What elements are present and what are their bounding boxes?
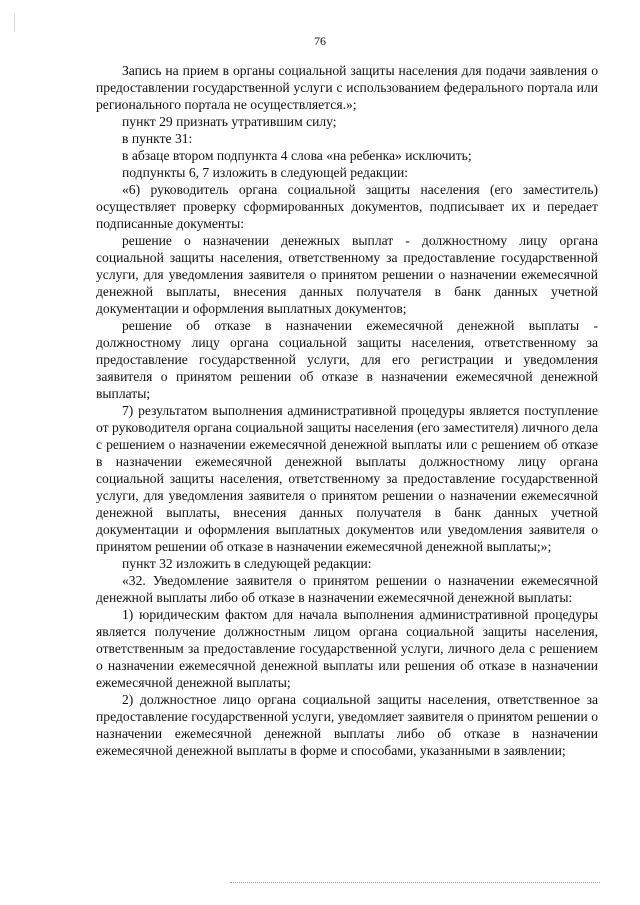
scan-margin-mark: [14, 14, 15, 32]
paragraph-subpoints-6-7-heading: подпункты 6, 7 изложить в следующей редакции:: [122, 165, 409, 180]
paragraph-point-32-item-2: 2) должностное лицо органа социальной защиты населения, ответственное за предоставление государственной услуги, уведомляет заявителя о принятом решении о назначении ежемесячной денежной выплаты либо об отказе в назначении ежемесячной денежной выплаты в форме и способами, указанными в заявлении;: [96, 692, 598, 758]
page-number: 76: [314, 34, 326, 48]
paragraph-point-31-heading: в пункте 31:: [122, 131, 193, 146]
paragraph-subpoint-7: 7) результатом выполнения административной процедуры является поступление от руководителя органа социальной защиты населения (его заместителя) личного дела с решением о назначении ежемесячной денежной выплаты или с решением об отказе в назначении ежемесячной денежной выплаты должностному лицу органа социальной защиты населения, ответственному за предоставление государственной услуги, для уведомления заявителя о принятом решении о назначении ежемесячной денежной выплаты, внесения данных получателя в банк данных учетной документации и оформления выплатных документов или уведомления заявителя о принятом решении об отказе в назначении ежемесячной денежной выплаты;»;: [96, 403, 598, 554]
document-body: [96, 62, 598, 759]
paragraph-appointment-note: Запись на прием в органы социальной защиты населения для подачи заявления о предоставлении государственной услуги с использованием федерального портала или регионального портала не осуществляется.»;: [96, 63, 598, 112]
paragraph-point-31-amend: в абзаце втором подпункта 4 слова «на ребенка» исключить;: [122, 148, 472, 163]
paragraph-decision-assign: решение о назначении денежных выплат - должностному лицу органа социальной защиты населения, ответственному за предоставление государственной услуги, для уведомления заявителя о принятом решении о назначении ежемесячной денежной выплаты, внесения данных получателя в банк данных учетной документации и оформления выплатных документов;: [96, 233, 598, 316]
paragraph-point-29: пункт 29 признать утратившим силу;: [122, 114, 337, 129]
paragraph-decision-refuse: решение об отказе в назначении ежемесячной денежной выплаты - должностному лицу органа социальной защиты населения, ответственному за предоставление государственной услуги, для его регистрации и уведомления заявителя о принятом решении об отказе в назначении ежемесячной денежной выплаты;: [96, 318, 598, 401]
paragraph-point-32-item-1: 1) юридическим фактом для начала выполнения административной процедуры является получение должностным лицом органа социальной защиты населения, ответственным за предоставление государственной услуги, личного дела с решением о назначении ежемесячной денежной выплаты или решения об отказе в назначении ежемесячной денежной выплаты;: [96, 607, 598, 690]
paragraph-subpoint-6: «6) руководитель органа социальной защиты населения (его заместитель) осуществляет проверку сформированных документов, подписывает их и передает подписанные документы:: [96, 182, 598, 231]
paragraph-point-32-heading: пункт 32 изложить в следующей редакции:: [122, 556, 372, 571]
scan-footer-line: [230, 882, 600, 883]
paragraph-point-32-title: «32. Уведомление заявителя о принятом решении о назначении ежемесячной денежной выплаты либо об отказе в назначении ежемесячной денежной выплаты:: [96, 573, 598, 605]
